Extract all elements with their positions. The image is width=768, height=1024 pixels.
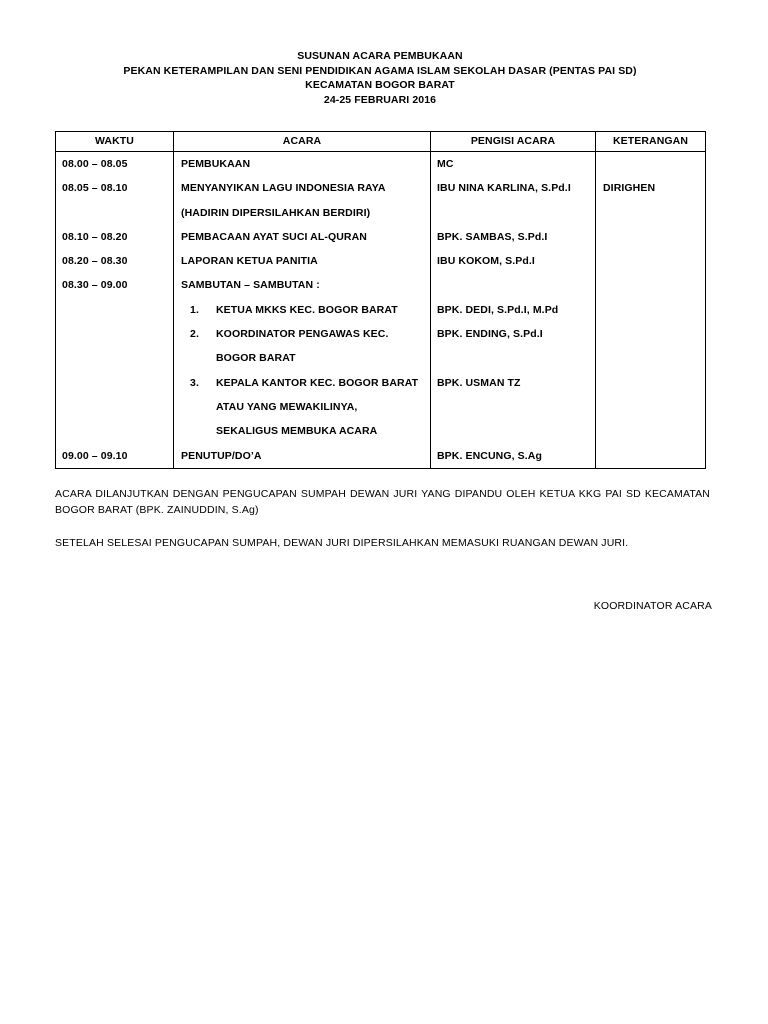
- heading-line-2: PEKAN KETERAMPILAN DAN SENI PENDIDIKAN AGAMA ISLAM SEKOLAH DASAR (PENTAS PAI SD): [123, 64, 637, 77]
- waktu-line-blank: [56, 298, 173, 322]
- keterangan-line: DIRIGHEN: [603, 182, 656, 195]
- schedule-table: [55, 131, 706, 469]
- acara-line: PEMBACAAN AYAT SUCI AL-QURAN: [181, 230, 367, 243]
- acara-numbered-item-2: [174, 322, 430, 346]
- pengisi-line: BPK. ENCUNG, S.Ag: [437, 449, 542, 462]
- waktu-line-blank: [56, 395, 173, 419]
- acara-line: PEMBUKAAN: [181, 158, 251, 170]
- pengisi-line-blank: [431, 346, 595, 370]
- pengisi-line-blank: [431, 201, 595, 225]
- pengisi-line: BPK. USMAN TZ: [437, 376, 521, 389]
- note-paragraph-1: ACARA DILANJUTKAN DENGAN PENGUCAPAN SUMPAH DEWAN JURI YANG DIPANDU OLEH KETUA KKG PAI SD KECAMATAN BOGOR BARAT (BPK. ZAINUDDIN, S.Ag): [55, 488, 710, 516]
- acara-line: LAPORAN KETUA PANITIA: [181, 255, 318, 268]
- column-header-keterangan: KETERANGAN: [596, 132, 706, 152]
- document-heading: [55, 49, 705, 107]
- pengisi-line: BPK. DEDI, S.Pd.I, M.Pd: [437, 303, 559, 316]
- acara-line: KOORDINATOR PENGAWAS KEC.: [216, 328, 389, 341]
- heading-line-4: 24-25 FEBRUARI 2016: [323, 93, 437, 106]
- acara-line: (HADIRIN DIPERSILAHKAN BERDIRI): [181, 206, 371, 219]
- acara-line: MENYANYIKAN LAGU INDONESIA RAYA: [181, 182, 386, 195]
- pengisi-line: MC: [437, 158, 454, 170]
- acara-line: BOGOR BARAT: [216, 352, 296, 365]
- table-header-row: [56, 132, 706, 152]
- heading-line-3: KECAMATAN BOGOR BARAT: [305, 79, 455, 92]
- waktu-line-blank: [56, 322, 173, 346]
- pengisi-line-blank: [431, 273, 595, 297]
- note-paragraph-2: SETELAH SELESAI PENGUCAPAN SUMPAH, DEWAN JURI DIPERSILAHKAN MEMASUKI RUANGAN DEWAN JURI.: [55, 537, 629, 549]
- signature-label: KOORDINATOR ACARA: [593, 600, 712, 612]
- acara-line: ATAU YANG MEWAKILINYA,: [216, 400, 358, 413]
- pengisi-line: BPK. SAMBAS, S.Pd.I: [437, 230, 548, 243]
- acara-numbered-item-1: [174, 298, 430, 322]
- waktu-line-blank: [56, 346, 173, 370]
- keterangan-line-blank: [596, 152, 705, 176]
- acara-line: PENUTUP/DO’A: [181, 449, 262, 462]
- acara-cell: [174, 152, 431, 469]
- waktu-line: 08.30 – 09.00: [62, 279, 128, 292]
- waktu-line: 08.10 – 08.20: [62, 230, 128, 243]
- pengisi-line: IBU NINA KARLINA, S.Pd.I: [437, 182, 571, 195]
- pengisi-acara-cell: [431, 152, 596, 469]
- column-header-pengisi-acara: PENGISI ACARA: [431, 132, 596, 152]
- pengisi-line: BPK. ENDING, S.Pd.I: [437, 328, 543, 341]
- waktu-line: 08.05 – 08.10: [62, 182, 128, 195]
- item-number-1: 1.: [190, 303, 199, 316]
- waktu-line: 08.00 – 08.05: [62, 158, 128, 170]
- acara-numbered-item-3: [174, 371, 430, 395]
- pengisi-line-blank: [431, 419, 595, 443]
- item-number-2: 2.: [190, 328, 199, 341]
- waktu-line: 08.20 – 08.30: [62, 255, 128, 268]
- pengisi-line-blank: [431, 395, 595, 419]
- keterangan-cell: [596, 152, 706, 469]
- waktu-line-blank: [56, 201, 173, 225]
- waktu-cell: [56, 152, 174, 469]
- table-body-row: [56, 152, 706, 469]
- waktu-line: 09.00 – 09.10: [62, 449, 128, 462]
- heading-line-1: SUSUNAN ACARA PEMBUKAAN: [297, 50, 463, 62]
- pengisi-line: IBU KOKOM, S.Pd.I: [437, 255, 535, 268]
- waktu-line-blank: [56, 419, 173, 443]
- acara-line: SAMBUTAN – SAMBUTAN :: [181, 279, 320, 292]
- item-number-3: 3.: [190, 376, 199, 389]
- waktu-line-blank: [56, 371, 173, 395]
- column-header-acara: ACARA: [174, 132, 431, 152]
- acara-line: SEKALIGUS MEMBUKA ACARA: [216, 425, 378, 438]
- acara-line: KEPALA KANTOR KEC. BOGOR BARAT: [216, 376, 419, 389]
- acara-line: KETUA MKKS KEC. BOGOR BARAT: [216, 303, 398, 316]
- column-header-waktu: WAKTU: [56, 132, 174, 152]
